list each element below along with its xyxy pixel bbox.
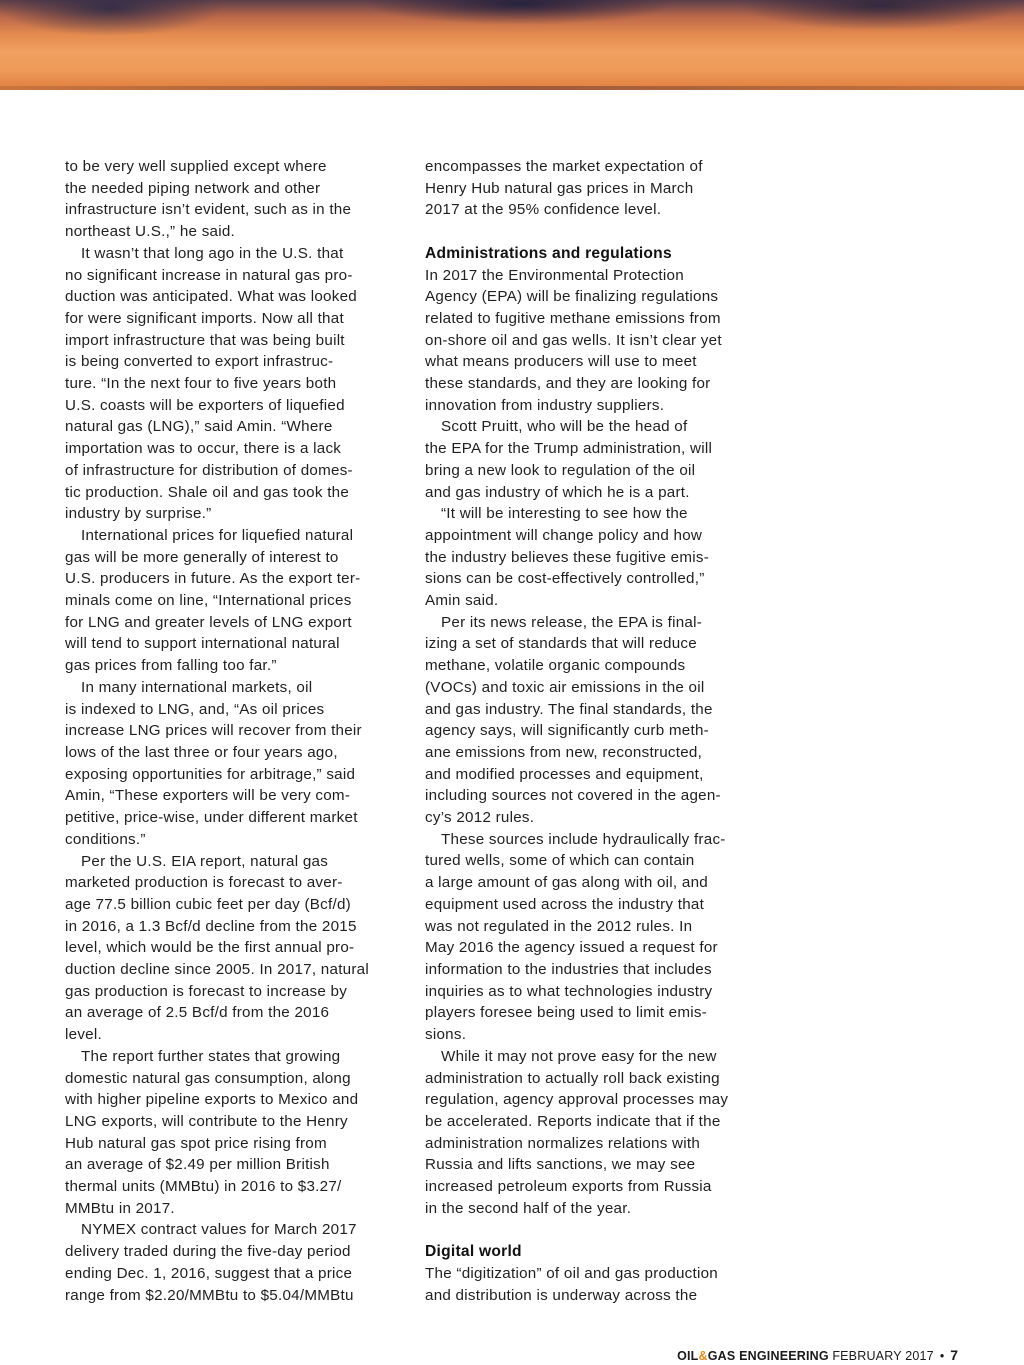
text-line: the EPA for the Trump administration, will: [425, 440, 713, 458]
text-line: the industry believes these fugitive emis-: [425, 548, 710, 566]
page-footer: [677, 1347, 958, 1364]
text-line: and gas industry of which he is a part.: [425, 483, 690, 501]
text-line: U.S. producers in future. As the export ter-: [65, 570, 361, 588]
text-line: for were significant imports. Now all that: [65, 309, 344, 327]
text-line: infrastructure isn’t evident, such as in the: [65, 201, 352, 219]
text-line: import infrastructure that was being built: [65, 331, 345, 349]
text-line: May 2016 the agency issued a request for: [425, 939, 718, 957]
text-line: range from $2.20/MMBtu to $5.04/MMBtu: [65, 1286, 354, 1304]
text-line: Agency (EPA) will be finalizing regulations: [425, 288, 719, 306]
text-line: cy’s 2012 rules.: [425, 809, 535, 827]
text-line: While it may not prove easy for the new: [441, 1047, 717, 1065]
text-line: sions can be cost-effectively controlled,”: [425, 570, 705, 588]
text-line: izing a set of standards that will reduce: [425, 635, 697, 653]
text-line: thermal units (MMBtu) in 2016 to $3.27/: [65, 1178, 342, 1196]
text-line: Russia and lifts sanctions, we may see: [425, 1156, 696, 1174]
text-line: administration to actually roll back existing: [425, 1069, 720, 1087]
text-line: with higher pipeline exports to Mexico and: [65, 1091, 359, 1109]
text-line: gas prices from falling too far.”: [65, 657, 277, 675]
text-line: In 2017 the Environmental Protection: [425, 266, 684, 284]
magazine-name: [677, 1349, 829, 1363]
text-line: importation was to occur, there is a lack: [65, 440, 342, 458]
text-line: no significant increase in natural gas pro-: [65, 266, 353, 284]
page-number: 7: [950, 1347, 958, 1363]
text-line: players foresee being used to limit emis-: [425, 1004, 708, 1022]
text-line: duction decline since 2005. In 2017, natural: [65, 961, 369, 979]
text-line: conditions.”: [65, 830, 146, 848]
text-line: level.: [65, 1026, 102, 1044]
text-line: innovation from industry suppliers.: [425, 396, 665, 414]
text-line: exposing opportunities for arbitrage,” said: [65, 765, 356, 783]
text-line: Per the U.S. EIA report, natural gas: [81, 852, 329, 870]
text-line: increased petroleum exports from Russia: [425, 1178, 712, 1196]
text-line: regulation, agency approval processes may: [425, 1091, 729, 1109]
text-line: Amin said.: [425, 592, 499, 610]
text-line: for LNG and greater levels of LNG export: [65, 613, 352, 631]
text-line: was not regulated in the 2012 rules. In: [425, 917, 693, 935]
footer-separator: •: [939, 1349, 945, 1363]
text-line: tic production. Shale oil and gas took the: [65, 483, 350, 501]
text-line: what means producers will use to meet: [425, 353, 697, 371]
text-line: industry by surprise.”: [65, 505, 212, 523]
text-line: will tend to support international natural: [65, 635, 340, 653]
text-line: duction was anticipated. What was looked: [65, 288, 357, 306]
text-line: on-shore oil and gas wells. It isn’t clear yet: [425, 331, 722, 349]
text-line: gas production is forecast to increase by: [65, 982, 348, 1000]
text-line: encompasses the market expectation of: [425, 158, 703, 175]
text-line: to be very well supplied except where: [65, 158, 327, 175]
text-line: International prices for liquefied natural: [81, 526, 354, 544]
text-line: NYMEX contract values for March 2017: [81, 1221, 357, 1239]
text-line: Scott Pruitt, who will be the head of: [441, 418, 688, 436]
text-line: Hub natural gas spot price rising from: [65, 1134, 327, 1152]
sky-photo-banner: [0, 0, 1024, 90]
text-line: be accelerated. Reports indicate that if the: [425, 1112, 721, 1130]
text-line: Amin, “These exporters will be very com-: [65, 787, 351, 805]
text-line: and distribution is underway across the: [425, 1286, 698, 1304]
text-line: marketed production is forecast to aver-: [65, 874, 343, 892]
text-line: ture. “In the next four to five years both: [65, 375, 337, 393]
text-line: agency says, will significantly curb meth-: [425, 722, 709, 740]
text-line: and modified processes and equipment,: [425, 765, 704, 783]
magazine-name-gas-engineering: GAS ENGINEERING: [707, 1349, 829, 1363]
text-line: in the second half of the year.: [425, 1199, 632, 1217]
text-line: increase LNG prices will recover from their: [65, 722, 362, 740]
text-line: bring a new look to regulation of the oil: [425, 461, 696, 479]
text-line: It wasn’t that long ago in the U.S. that: [81, 244, 344, 262]
text-line: MMBtu in 2017.: [65, 1199, 175, 1217]
text-line: related to fugitive methane emissions from: [425, 309, 721, 327]
text-line: inquiries as to what technologies industry: [425, 982, 713, 1000]
text-line: The report further states that growing: [81, 1047, 341, 1065]
text-line: information to the industries that includes: [425, 961, 712, 978]
text-line: including sources not covered in the agen-: [425, 787, 721, 805]
section-heading-digital-world: Digital world: [425, 1243, 522, 1261]
text-line: sions.: [425, 1026, 467, 1044]
text-line: northeast U.S.,” he said.: [65, 223, 236, 241]
right-column: [425, 156, 770, 1306]
text-line: 2017 at the 95% confidence level.: [425, 201, 662, 219]
text-line: is being converted to export infrastruc-: [65, 353, 334, 371]
text-line: gas will be more generally of interest to: [65, 548, 339, 566]
text-line: These sources include hydraulically frac-: [441, 830, 726, 848]
text-line: ane emissions from new, reconstructed,: [425, 743, 703, 761]
text-line: lows of the last three or four years ago,: [65, 743, 338, 761]
text-line: these standards, and they are looking for: [425, 375, 711, 393]
text-line: appointment will change policy and how: [425, 526, 703, 544]
text-line: equipment used across the industry that: [425, 895, 705, 913]
left-column: [65, 156, 410, 1306]
text-line: administration normalizes relations with: [425, 1134, 701, 1152]
text-line: ending Dec. 1, 2016, suggest that a price: [65, 1264, 353, 1282]
text-line: minals come on line, “International prices: [65, 592, 352, 610]
text-line: an average of $2.49 per million British: [65, 1156, 330, 1174]
issue-date: FEBRUARY 2017: [832, 1349, 934, 1363]
text-line: age 77.5 billion cubic feet per day (Bcf/d): [65, 895, 351, 913]
text-line: (VOCs) and toxic air emissions in the oil: [425, 678, 705, 696]
text-line: Per its news release, the EPA is final-: [441, 613, 703, 631]
magazine-name-ampersand: &: [698, 1349, 708, 1363]
text-line: the needed piping network and other: [65, 179, 321, 197]
text-line: and gas industry. The final standards, the: [425, 700, 713, 718]
text-line: Henry Hub natural gas prices in March: [425, 179, 694, 197]
text-line: an average of 2.5 Bcf/d from the 2016: [65, 1004, 330, 1022]
text-line: natural gas (LNG),” said Amin. “Where: [65, 418, 333, 436]
text-line: is indexed to LNG, and, “As oil prices: [65, 700, 325, 718]
text-line: “It will be interesting to see how the: [441, 505, 688, 523]
banner-divider: [0, 86, 1024, 90]
text-line: delivery traded during the five-day period: [65, 1243, 351, 1261]
text-line: a large amount of gas along with oil, and: [425, 874, 708, 892]
text-line: In many international markets, oil: [81, 678, 313, 696]
text-line: LNG exports, will contribute to the Henry: [65, 1112, 348, 1130]
text-line: level, which would be the first annual pro-: [65, 939, 355, 957]
text-line: The “digitization” of oil and gas production: [425, 1264, 718, 1282]
text-line: domestic natural gas consumption, along: [65, 1069, 351, 1087]
text-line: of infrastructure for distribution of domes-: [65, 461, 353, 479]
text-line: in 2016, a 1.3 Bcf/d decline from the 2015: [65, 917, 357, 935]
text-line: tured wells, some of which can contain: [425, 852, 695, 870]
text-line: U.S. coasts will be exporters of liquefied: [65, 396, 345, 414]
text-line: petitive, price-wise, under different market: [65, 809, 358, 827]
section-heading-administrations: Administrations and regulations: [425, 244, 672, 262]
magazine-name-oil: OIL: [677, 1349, 699, 1363]
text-line: methane, volatile organic compounds: [425, 657, 686, 675]
